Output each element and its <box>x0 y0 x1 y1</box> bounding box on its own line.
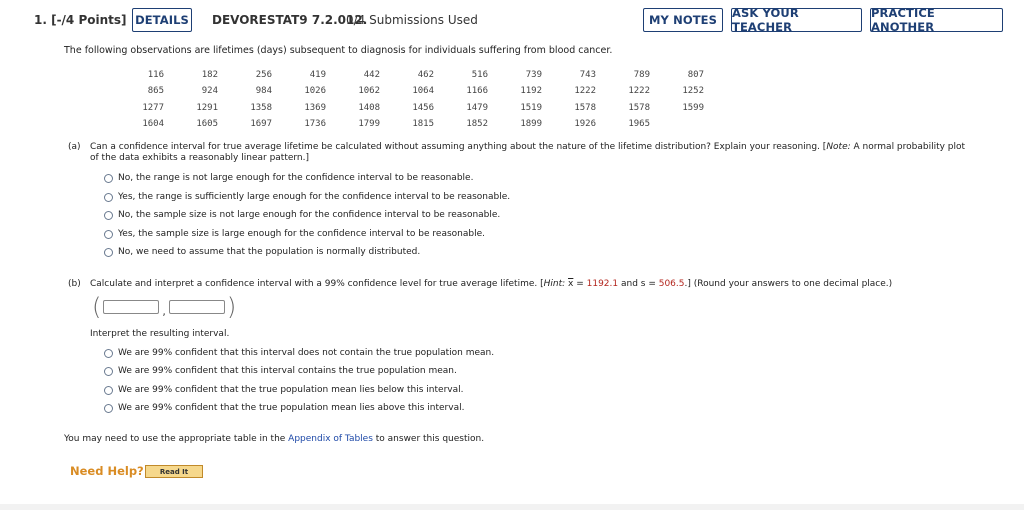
appendix-link[interactable]: Appendix of Tables <box>288 434 373 444</box>
part-a-question <box>64 142 1014 172</box>
table-cell: 1965 <box>628 119 650 130</box>
part-a-text-end: A normal probability plot <box>850 142 966 152</box>
part-b-label: (b) <box>68 279 81 289</box>
table-cell: 1222 <box>574 86 596 97</box>
radio-button[interactable] <box>104 404 113 413</box>
table-cell: 984 <box>255 86 272 97</box>
option-label: We are 99% confident that the true population mean lies below this interval. <box>118 385 464 395</box>
table-cell: 1062 <box>358 86 380 97</box>
submissions-used: 0/4 Submissions Used <box>346 13 478 27</box>
table-cell: 1852 <box>466 119 488 130</box>
part-a-option[interactable] <box>104 210 500 220</box>
part-b-option[interactable] <box>104 403 464 413</box>
appendix-text: You may need to use the appropriate table in the <box>64 434 289 444</box>
table-cell: 419 <box>309 70 326 81</box>
table-cell: 1799 <box>358 119 380 130</box>
table-row <box>112 100 706 116</box>
option-label: Yes, the range is sufficiently large enough for the confidence interval to be reasonable. <box>118 192 511 202</box>
ask-teacher-button[interactable]: ASK YOUR TEACHER <box>731 8 862 32</box>
and-s-text: and s = <box>618 279 659 289</box>
table-cell: 1026 <box>304 86 326 97</box>
radio-button[interactable] <box>104 386 113 395</box>
option-label: We are 99% confident that the true population mean lies above this interval. <box>118 403 465 413</box>
table-cell: 1736 <box>304 119 326 130</box>
note-label: Note: <box>826 142 851 152</box>
table-cell <box>652 116 706 132</box>
question-header <box>0 0 1024 40</box>
appendix-note <box>64 434 484 444</box>
table-cell: 1456 <box>412 102 434 113</box>
part-a-option[interactable] <box>104 192 510 202</box>
option-label: We are 99% confident that this interval contains the true population mean. <box>118 366 457 376</box>
part-a-option[interactable] <box>104 229 485 239</box>
table-cell: 1358 <box>250 102 272 113</box>
part-b-option[interactable] <box>104 366 457 376</box>
intro-text: The following observations are lifetimes (days) subsequent to diagnosis for individuals suffering from blood cancer. <box>64 45 613 56</box>
table-row <box>112 83 706 99</box>
hint-label: Hint: <box>543 279 566 289</box>
interpret-label: Interpret the resulting interval. <box>90 329 230 339</box>
radio-button[interactable] <box>104 211 113 220</box>
part-b-option[interactable] <box>104 348 494 358</box>
table-cell: 1599 <box>682 102 704 113</box>
part-a-option[interactable] <box>104 173 473 183</box>
table-cell: 1222 <box>628 86 650 97</box>
part-a-label: (a) <box>68 142 81 152</box>
lifetime-data-table <box>112 67 706 132</box>
radio-button[interactable] <box>104 174 113 183</box>
part-a-text: Can a confidence interval for true average lifetime be calculated without assuming anything about the nature of the lifetime distribution? Explain your reasoning. [ <box>90 142 827 152</box>
table-cell: 516 <box>471 70 488 81</box>
table-cell: 1815 <box>412 119 434 130</box>
table-cell: 1291 <box>196 102 218 113</box>
table-cell: 1899 <box>520 119 542 130</box>
table-cell: 865 <box>147 86 164 97</box>
radio-button[interactable] <box>104 248 113 257</box>
s-value: 506.5 <box>658 279 685 289</box>
table-cell: 116 <box>147 70 164 81</box>
ci-lower-input[interactable] <box>103 300 159 314</box>
table-cell: 1605 <box>196 119 218 130</box>
table-cell: 1408 <box>358 102 380 113</box>
table-cell: 1578 <box>574 102 596 113</box>
confidence-interval-inputs <box>92 294 236 320</box>
details-button[interactable]: DETAILS <box>132 8 192 32</box>
option-label: No, the range is not large enough for the confidence interval to be reasonable. <box>118 173 474 183</box>
question-number: 1. [-/4 Points] <box>34 13 127 27</box>
xbar-symbol: $\overline{x}$ <box>568 279 574 289</box>
option-label: No, we need to assume that the population is normally distributed. <box>118 247 421 257</box>
table-cell: 1192 <box>520 86 542 97</box>
table-cell: 807 <box>687 70 704 81</box>
table-cell: 1369 <box>304 102 326 113</box>
table-cell: 924 <box>201 86 218 97</box>
table-cell: 1277 <box>142 102 164 113</box>
table-cell: 256 <box>255 70 272 81</box>
part-b-option[interactable] <box>104 385 463 395</box>
open-paren: ( <box>92 293 102 321</box>
need-help-label: Need Help? <box>70 464 144 478</box>
comma-separator: , <box>162 304 166 318</box>
table-cell: 789 <box>633 70 650 81</box>
part-a-text-2: of the data exhibits a reasonably linear pattern.] <box>90 153 310 163</box>
radio-button[interactable] <box>104 230 113 239</box>
part-b-question <box>64 279 1014 293</box>
read-it-button[interactable]: Read It <box>145 465 203 478</box>
table-cell: 1604 <box>142 119 164 130</box>
ci-upper-input[interactable] <box>169 300 225 314</box>
part-a-option[interactable] <box>104 247 420 257</box>
table-cell: 1479 <box>466 102 488 113</box>
table-cell: 182 <box>201 70 218 81</box>
radio-button[interactable] <box>104 367 113 376</box>
table-cell: 1064 <box>412 86 434 97</box>
option-label: No, the sample size is not large enough for the confidence interval to be reasonable. <box>118 210 501 220</box>
table-cell: 1926 <box>574 119 596 130</box>
radio-button[interactable] <box>104 193 113 202</box>
part-b-text-end: .] (Round your answers to one decimal place.) <box>684 279 893 289</box>
table-cell: 739 <box>525 70 542 81</box>
table-row <box>112 67 706 83</box>
table-cell: 1578 <box>628 102 650 113</box>
table-cell: 1519 <box>520 102 542 113</box>
table-row <box>112 116 706 132</box>
table-cell: 462 <box>417 70 434 81</box>
table-cell: 743 <box>579 70 596 81</box>
question-body <box>64 40 1014 510</box>
part-b-text: Calculate and interpret a confidence interval with a 99% confidence level for true average lifetime. [ <box>90 279 544 289</box>
table-cell: 1252 <box>682 86 704 97</box>
table-cell: 1697 <box>250 119 272 130</box>
close-paren: ) <box>226 293 237 321</box>
option-label: Yes, the sample size is large enough for the confidence interval to be reasonable. <box>118 229 485 239</box>
table-cell: 442 <box>363 70 380 81</box>
page-bottom-edge <box>0 504 1024 510</box>
equals-text: = <box>573 279 587 289</box>
option-label: We are 99% confident that this interval does not contain the true population mean. <box>118 348 495 358</box>
radio-button[interactable] <box>104 349 113 358</box>
appendix-text-end: to answer this question. <box>372 434 485 444</box>
question-id: DEVORESTAT9 7.2.012. <box>212 13 368 27</box>
practice-another-button[interactable]: PRACTICE ANOTHER <box>870 8 1003 32</box>
xbar-value: 1192.1 <box>586 279 619 289</box>
table-cell: 1166 <box>466 86 488 97</box>
my-notes-button[interactable]: MY NOTES <box>643 8 723 32</box>
